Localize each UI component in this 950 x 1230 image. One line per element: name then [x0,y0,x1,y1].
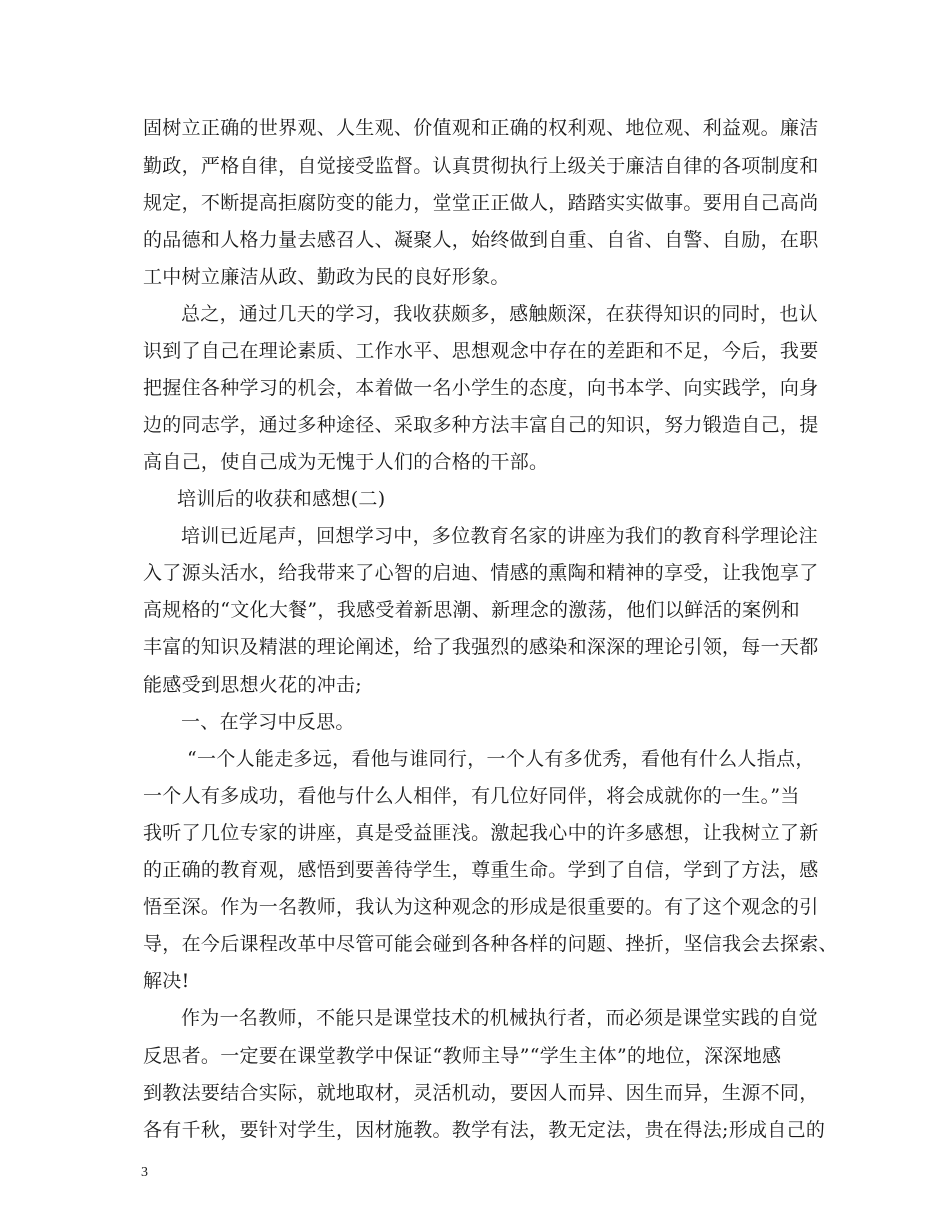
text-line: 高自己，使自己成为无愧于人们的合格的干部。 [143,451,549,473]
text-line: 一个人有多成功，看他与什么人相伴，有几位好同伴，将会成就你的一生。”当 [143,785,800,807]
text-line: 把握住各种学习的机会，本着做一名小学生的态度，向书本学、向实践学，向身 [143,377,819,399]
text-line: 培训已近尾声，回想学习中，多位教育名家的讲座为我们的教育科学理论注 [181,525,818,547]
text-line: 反思者。一定要在课堂教学中保证“教师主导”“学生主体”的地位，深深地感 [143,1045,782,1067]
text-line: 入了源头活水，给我带来了心智的启迪、情感的熏陶和精神的享受，让我饱享了 [143,562,819,584]
text-line: 作为一名教师，不能只是课堂技术的机械执行者，而必须是课堂实践的自觉 [181,1007,818,1029]
text-line: 到教法要结合实际，就地取材，灵活机动，要因人而异、因生而异，生源不同， [143,1082,819,1104]
text-line: 高规格的“文化大餐”，我感受着新思潮、新理念的激荡，他们以鲜活的案例和 [143,599,800,621]
text-line: “一个人能走多远，看他与谁同行，一个人有多优秀，看他有什么人指点， [187,748,815,770]
page-number: 3 [141,1165,148,1180]
text-line: 能感受到思想火花的冲击; [143,674,363,696]
section-heading: 一、在学习中反思。 [181,711,355,733]
section-heading: 培训后的收获和感想(二) [177,488,386,510]
text-line: 勤政，严格自律，自觉接受监督。认真贯彻执行上级关于廉洁自律的各项制度和 [143,155,819,177]
text-line: 工中树立廉洁从政、勤政为民的良好形象。 [143,266,510,288]
text-line: 规定，不断提高拒腐防变的能力，堂堂正正做人，踏踏实实做事。要用自己高尚 [143,192,819,214]
text-line: 固树立正确的世界观、人生观、价值观和正确的权利观、地位观、利益观。廉洁 [143,117,819,139]
text-line: 悟至深。作为一名教师，我认为这种观念的形成是很重要的。有了这个观念的引 [143,896,819,918]
text-line: 识到了自己在理论素质、工作水平、思想观念中存在的差距和不足，今后，我要 [143,340,819,362]
text-line: 解决! [143,970,190,992]
text-line: 我听了几位专家的讲座，真是受益匪浅。激起我心中的许多感想，让我树立了新 [143,822,819,844]
text-line: 的品德和人格力量去感召人、凝聚人，始终做到自重、自省、自警、自励，在职 [143,229,819,251]
text-line: 导，在今后课程改革中尽管可能会碰到各种各样的问题、挫折，坚信我会去探索、 [143,933,838,955]
text-line: 边的同志学，通过多种途径、采取多种方法丰富自己的知识，努力锻造自己，提 [143,414,819,436]
text-line: 的正确的教育观，感悟到要善待学生，尊重生命。学到了自信，学到了方法，感 [143,859,819,881]
text-line: 各有千秋，要针对学生，因材施教。教学有法，教无定法，贵在得法;形成自己的 [143,1119,826,1141]
text-line: 总之，通过几天的学习，我收获颇多，感触颇深，在获得知识的同时，也认 [181,303,818,325]
text-line: 丰富的知识及精湛的理论阐述，给了我强烈的感染和深深的理论引领，每一天都 [143,636,819,658]
